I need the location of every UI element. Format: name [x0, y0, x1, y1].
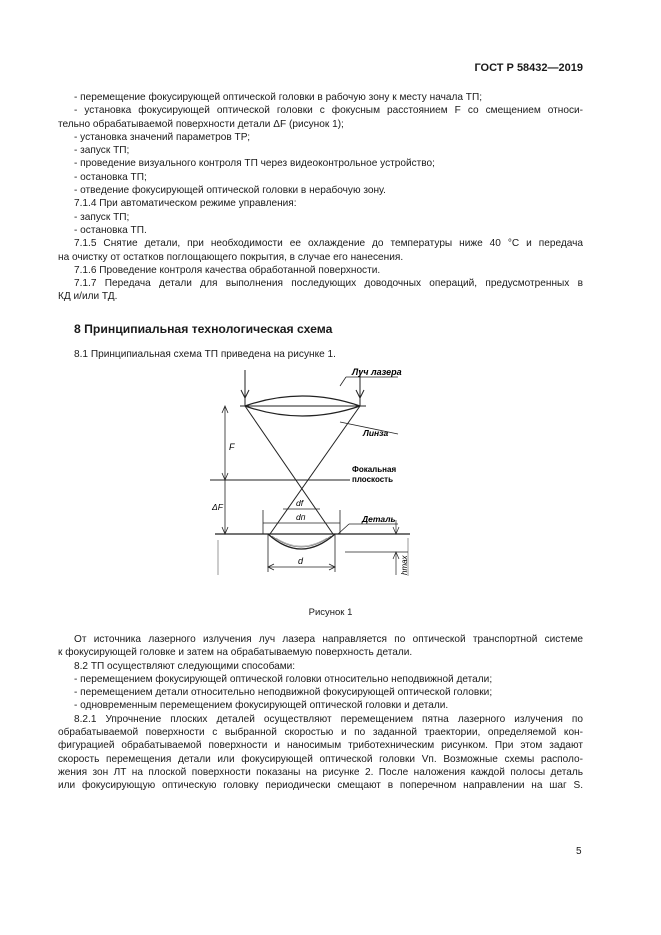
paragraph-line: 7.1.4 При автоматическом режиме управления:: [74, 198, 297, 210]
section-heading: 8 Принципиальная технологическая схема: [74, 322, 333, 336]
symbol-hmax: hmax: [400, 555, 409, 575]
symbol-dn: dп: [296, 512, 306, 522]
beam-ray: [245, 406, 333, 534]
list-item: - установка фокусирующей оптической головки с фокусным расстоянием F со смещением относи-: [74, 105, 583, 117]
figure-caption: Рисунок 1: [308, 607, 353, 618]
list-item: - остановка ТП.: [74, 224, 147, 236]
paragraph-line: 7.1.6 Проведение контроля качества обработанной поверхности.: [74, 264, 381, 276]
label-focal-plane-2: плоскость: [352, 475, 394, 484]
symbol-F: F: [229, 442, 235, 452]
paragraph-line: к фокусирующей головке и затем на обрабатываемую поверхность детали.: [58, 647, 413, 659]
list-item: - перемещением детали относительно неподвижной фокусирующей оптической головки;: [74, 687, 493, 699]
symbol-d: d: [298, 556, 304, 566]
section-intro: 8.1 Принципиальная схема ТП приведена на рисунке 1.: [74, 349, 336, 360]
paragraph-line: жения зон ЛТ на плоской поверхности показаны на рисунке 2. После наложения каждой полосы деталь: [58, 766, 583, 778]
list-item: - остановка ТП;: [74, 171, 147, 183]
beam-ray: [270, 406, 360, 534]
label-part: Деталь: [362, 514, 396, 524]
symbol-df: df: [296, 498, 304, 508]
figure-1-diagram: [0, 360, 661, 600]
list-item: - одновременным перемещением фокусирующей оптической головки и детали.: [74, 700, 449, 712]
paragraph-line: 7.1.7 Передача детали для выполнения последующих доводочных операций, предусмотренных в: [74, 278, 583, 290]
paragraph-line: КД и/или ТД.: [58, 291, 118, 303]
list-item: - перемещение фокусирующей оптической головки в рабочую зону к месту начала ТП;: [74, 92, 483, 103]
list-item: - отведение фокусирующей оптической головки в нерабочую зону.: [74, 185, 386, 197]
list-item: - установка значений параметров ТР;: [74, 131, 251, 143]
list-item: - проведение визуального контроля ТП через видеоконтрольное устройство;: [74, 158, 435, 170]
standard-header: ГОСТ Р 58432—2019: [474, 62, 583, 74]
paragraph-line: 7.1.5 Снятие детали, при необходимости ее охлаждение до температуры ниже 40 °С и передача: [74, 238, 583, 250]
paragraph-line: на очистку от остатков поглощающего покрытия, в случае его нанесения.: [58, 251, 404, 263]
list-item: - запуск ТП;: [74, 211, 130, 223]
label-focal-plane-1: Фокальная: [352, 465, 397, 474]
text-block-7-1: [58, 91, 583, 304]
paragraph-line: От источника лазерного излучения луч лазера направляется по оптической транспортной системе: [74, 634, 583, 645]
page-number: 5: [576, 846, 582, 857]
text-block-8-2: [58, 633, 583, 793]
symbol-delta-F: ΔF: [212, 502, 223, 512]
paragraph-line: или фокусирующую оптическую головку периодически смещают в поперечном направлении на шаг S.: [58, 780, 583, 792]
list-item: - перемещением фокусирующей оптической головки относительно неподвижной детали;: [74, 673, 493, 685]
paragraph-line: фигурацией обрабатываемой поверхности и наносимым триботехническим рисунком. При этом задают: [58, 740, 583, 752]
paragraph-line: 8.2 ТП осуществляют следующими способами:: [74, 660, 296, 672]
label-lens: Линза: [363, 428, 389, 438]
paragraph-line: 8.2.1 Упрочнение плоских деталей осуществляют перемещением пятна лазерного излучения по: [74, 713, 583, 725]
paragraph-line: скорость перемещения детали или фокусирующей оптической головки Vп. Возможные схемы располо-: [58, 753, 583, 765]
paragraph-line: обрабатываемой поверхности с выбранной скоростью и по заданной траектории, определяемой кон-: [58, 727, 583, 739]
list-item: - запуск ТП;: [74, 145, 130, 157]
label-laser-beam: Луч лазера: [352, 367, 402, 377]
paragraph-line: тельно обрабатываемой поверхности детали ΔF (рисунок 1);: [58, 118, 344, 130]
